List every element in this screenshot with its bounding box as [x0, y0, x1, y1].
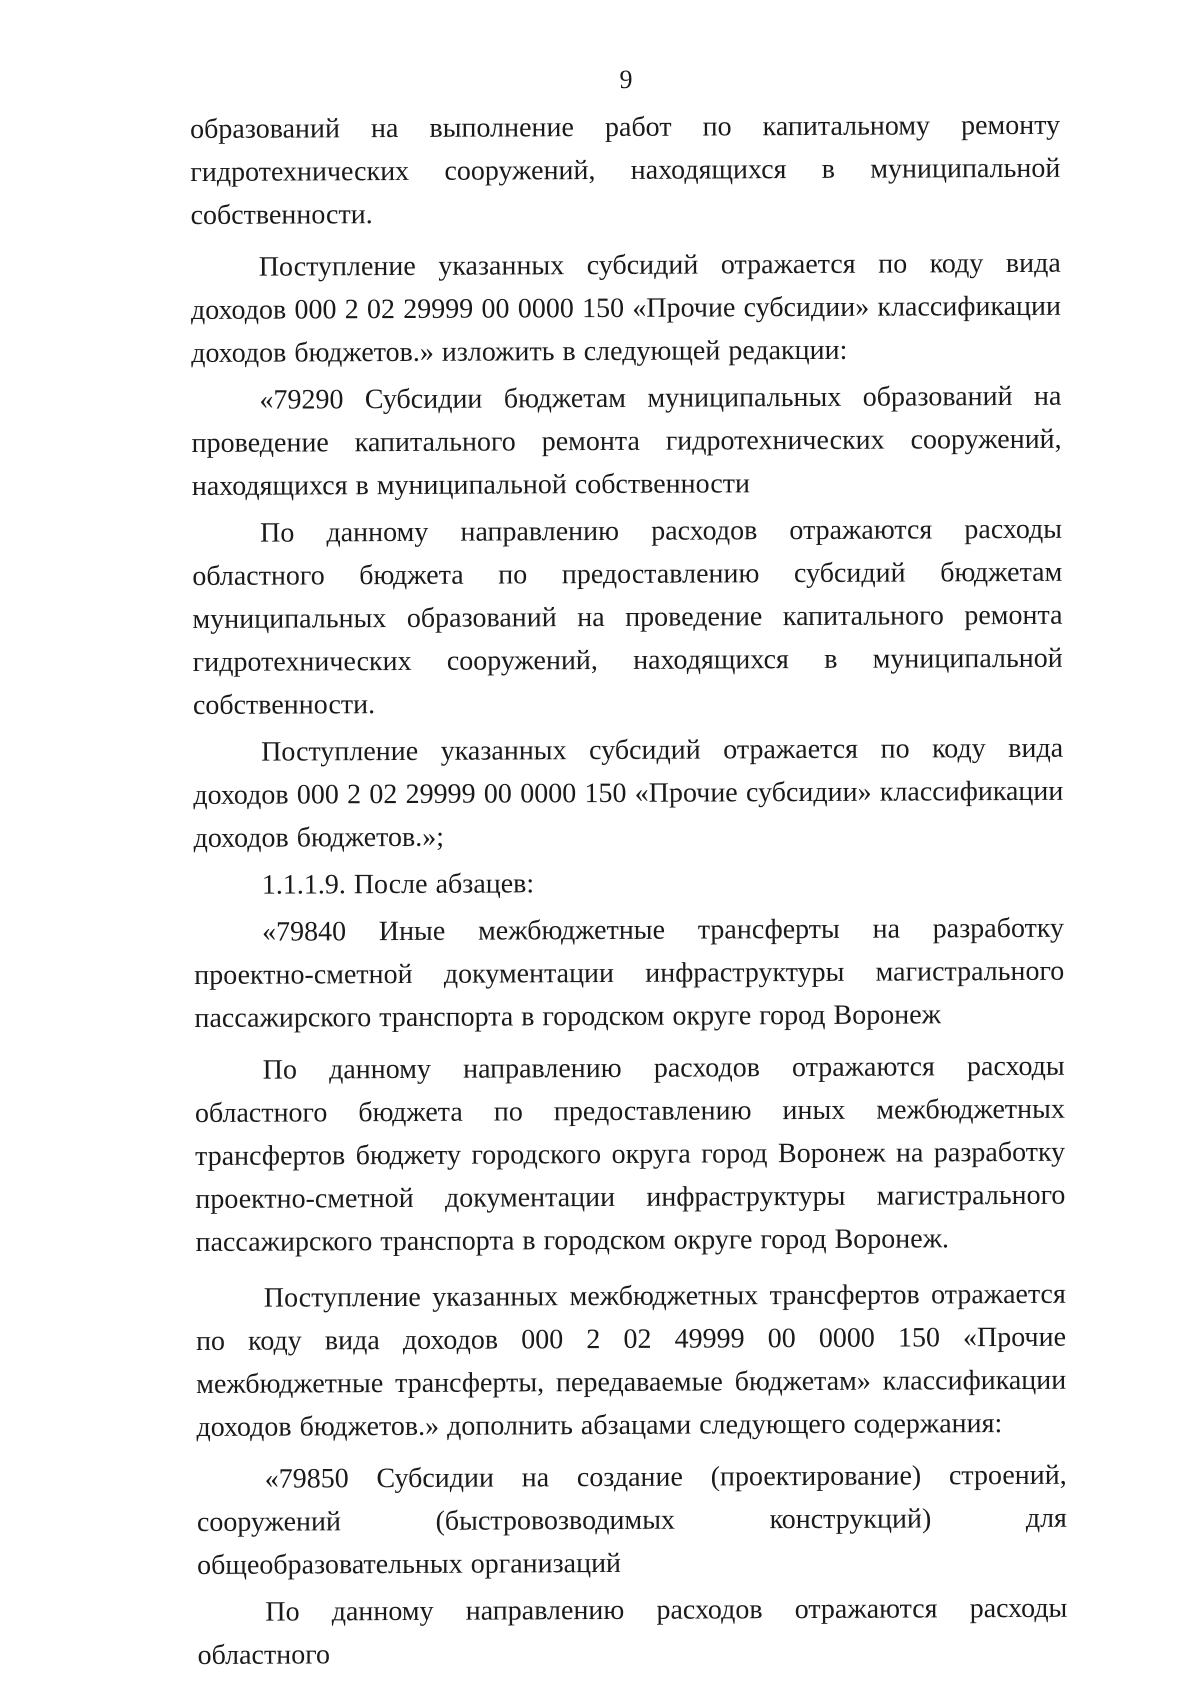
paragraph-income-code-2: Поступление указанных субсидий отражается по коду вида доходов 000 2 02 29999 00 0000 150 «Прочие субсидии» классификации доходов бюджетов.»;: [193, 732, 1064, 854]
paragraph-continuation: образований на выполнение работ по капитальному ремонту гидротехнических сооружений, находящихся в муниципальной собственности.: [190, 109, 1061, 231]
paragraph-79840-description: По данному направлению расходов отражаются расходы областного бюджета по предоставлению иных межбюджетных трансфертов бюджету городского округа город Воронеж на разработку проектно-сметной документации инфраструктуры магистрального пассажирского транспорта в городском округе город Воронеж.: [194, 1050, 1066, 1258]
paragraph-income-code-3: Поступление указанных межбюджетных трансфертов отражается по коду вида доходов 000 2 02 49999 00 0000 150 «Прочие межбюджетные трансферты, передаваемые бюджетам» классификации доходов бюджетов.» дополнить абзацами следующего содержания:: [195, 1278, 1067, 1443]
paragraph-section-1-1-1-9: 1.1.1.9. После абзацев:: [261, 868, 535, 901]
paragraph-79850-description: По данному направлению расходов отражаются расходы областного: [197, 1592, 1068, 1671]
paragraph-79290-heading: «79290 Субсидии бюджетам муниципальных образований на проведение капитального ремонта гидротехнических сооружений, находящихся в муниципальной собственности: [191, 380, 1062, 502]
paragraph-79290-description: По данному направлению расходов отражаются расходы областного бюджета по предоставлению субсидий бюджетам муниципальных образований на проведение капитального ремонта гидротехнических сооружений, находящихся в муниципальной собственности.: [192, 513, 1063, 721]
page-number: 9: [619, 65, 633, 94]
document-body: [190, 104, 1068, 1681]
paragraph-income-code-1: Поступление указанных субсидий отражается по коду вида доходов 000 2 02 29999 00 0000 150 «Прочие субсидии» классификации доходов бюджетов.» изложить в следующей редакции:: [190, 247, 1062, 369]
paragraph-79850-heading: «79850 Субсидии на создание (проектирование) строений, сооружений (быстровозводимых конструкций) для общеобразовательных организаций: [196, 1459, 1067, 1581]
paragraph-79840-heading: «79840 Иные межбюджетные трансферты на разработку проектно-сметной документации инфраструктуры магистрального пассажирского транспорта в городском округе город Воронеж: [194, 912, 1065, 1034]
